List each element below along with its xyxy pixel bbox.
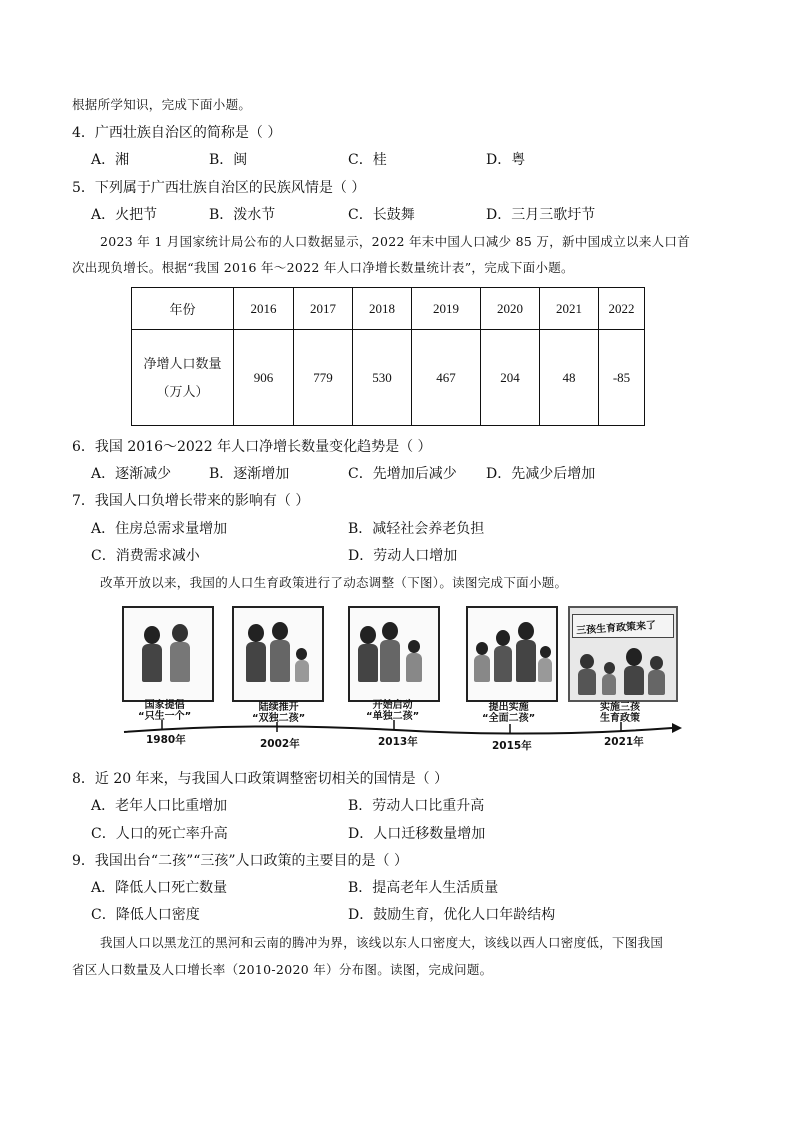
q5-option-c: C．长鼓舞	[348, 207, 415, 223]
table-year: 2018	[353, 288, 412, 330]
q5-option-d: D．三月三歌圩节	[486, 207, 596, 223]
table-value: 530	[353, 330, 412, 426]
q8-option-a: A．老年人口比重增加	[91, 798, 228, 814]
table-header-label: 年份	[132, 288, 234, 330]
table-year: 2016	[234, 288, 294, 330]
stage-year-2013: 2013年	[378, 736, 418, 748]
policy-panel-2015	[466, 606, 558, 702]
q9-option-d: D．鼓励生育，优化人口年龄结构	[348, 907, 556, 923]
q6-option-a: A．逐渐减少	[91, 466, 172, 482]
table-row	[132, 330, 645, 426]
question-8: 8．近 20 年来，与我国人口政策调整密切相关的国情是（ ）	[72, 771, 449, 787]
stage-caption-2021: 实施三孩 生育政策	[600, 702, 640, 724]
q9-option-c: C．降低人口密度	[91, 907, 200, 923]
row-label-line-2: （万人）	[156, 383, 209, 399]
q9-option-b: B．提高老年人生活质量	[348, 880, 499, 896]
stage-caption-2015: 提出实施 “全面二孩”	[482, 702, 536, 724]
table-year: 2022	[599, 288, 645, 330]
intro-text-3: 改革开放以来，我国的人口生育政策进行了动态调整（下图）。读图完成下面小题。	[100, 575, 568, 590]
intro-text-2-line-1: 2023 年 1 月国家统计局公布的人口数据显示，2022 年末中国人口减少 85 万，新中国成立以来人口首	[100, 234, 691, 249]
population-growth-table	[131, 287, 645, 426]
question-4: 4．广西壮族自治区的简称是（ ）	[72, 125, 282, 141]
banner-text: 三孩生育政策来了	[575, 620, 657, 637]
stage-caption-2013: 开始启动 “单独二孩”	[366, 700, 420, 722]
q4-option-a: A．湘	[91, 152, 130, 168]
table-year: 2021	[540, 288, 599, 330]
q7-option-d: D．劳动人口增加	[348, 548, 458, 564]
table-value: 48	[540, 330, 599, 426]
table-value: 204	[481, 330, 540, 426]
q5-option-a: A．火把节	[91, 207, 158, 223]
q6-option-b: B．逐渐增加	[209, 466, 290, 482]
policy-panel-1980	[122, 606, 214, 702]
stage-caption-1980: 国家提倡 “只生一个”	[138, 700, 192, 722]
stage-year-2021: 2021年	[604, 736, 644, 748]
policy-panel-2021	[568, 606, 678, 702]
q6-option-d: D．先减少后增加	[486, 466, 596, 482]
table-year: 2020	[481, 288, 540, 330]
q7-option-c: C．消费需求减小	[91, 548, 200, 564]
table-value: 467	[412, 330, 481, 426]
q6-option-c: C．先增加后减少	[348, 466, 457, 482]
table-row-label	[132, 330, 234, 426]
policy-panel-2013	[348, 606, 440, 702]
table-row	[132, 288, 645, 330]
q9-option-a: A．降低人口死亡数量	[91, 880, 228, 896]
table-year: 2019	[412, 288, 481, 330]
q7-option-b: B．减轻社会养老负担	[348, 521, 485, 537]
policy-timeline-figure	[116, 598, 682, 758]
stage-year-1980: 1980年	[146, 734, 186, 746]
table-value: -85	[599, 330, 645, 426]
intro-text-4-line-2: 省区人口数量及人口增长率（2010-2020 年）分布图。读图，完成问题。	[72, 962, 493, 977]
q7-option-a: A．住房总需求量增加	[91, 521, 228, 537]
intro-text-4-line-1: 我国人口以黑龙江的黑河和云南的腾冲为界，该线以东人口密度大，该线以西人口密度低，下图我国	[100, 935, 664, 950]
intro-text-2-line-2: 次出现负增长。根据“我国 2016 年～2022 年人口净增长数量统计表”，完成下面小题。	[72, 260, 574, 275]
q4-option-c: C．桂	[348, 152, 387, 168]
policy-panel-2002	[232, 606, 324, 702]
q4-option-b: B．闽	[209, 152, 248, 168]
q8-option-d: D．人口迁移数量增加	[348, 826, 486, 842]
question-7: 7．我国人口负增长带来的影响有（ ）	[72, 493, 310, 509]
q8-option-b: B．劳动人口比重升高	[348, 798, 485, 814]
table-year: 2017	[294, 288, 353, 330]
table-value: 779	[294, 330, 353, 426]
question-6: 6．我国 2016～2022 年人口净增长数量变化趋势是（ ）	[72, 439, 432, 455]
stage-caption-2002: 陆续推开 “双独二孩”	[252, 702, 306, 724]
question-5: 5．下列属于广西壮族自治区的民族风情是（ ）	[72, 180, 366, 196]
q8-option-c: C．人口的死亡率升高	[91, 826, 228, 842]
intro-text-1: 根据所学知识，完成下面小题。	[72, 97, 252, 112]
stage-year-2015: 2015年	[492, 740, 532, 752]
table-value: 906	[234, 330, 294, 426]
question-9: 9．我国出台“二孩”“三孩”人口政策的主要目的是（ ）	[72, 853, 408, 869]
row-label-line-1: 净增人口数量	[143, 355, 222, 371]
q5-option-b: B．泼水节	[209, 207, 276, 223]
q4-option-d: D．粤	[486, 152, 526, 168]
stage-year-2002: 2002年	[260, 738, 300, 750]
